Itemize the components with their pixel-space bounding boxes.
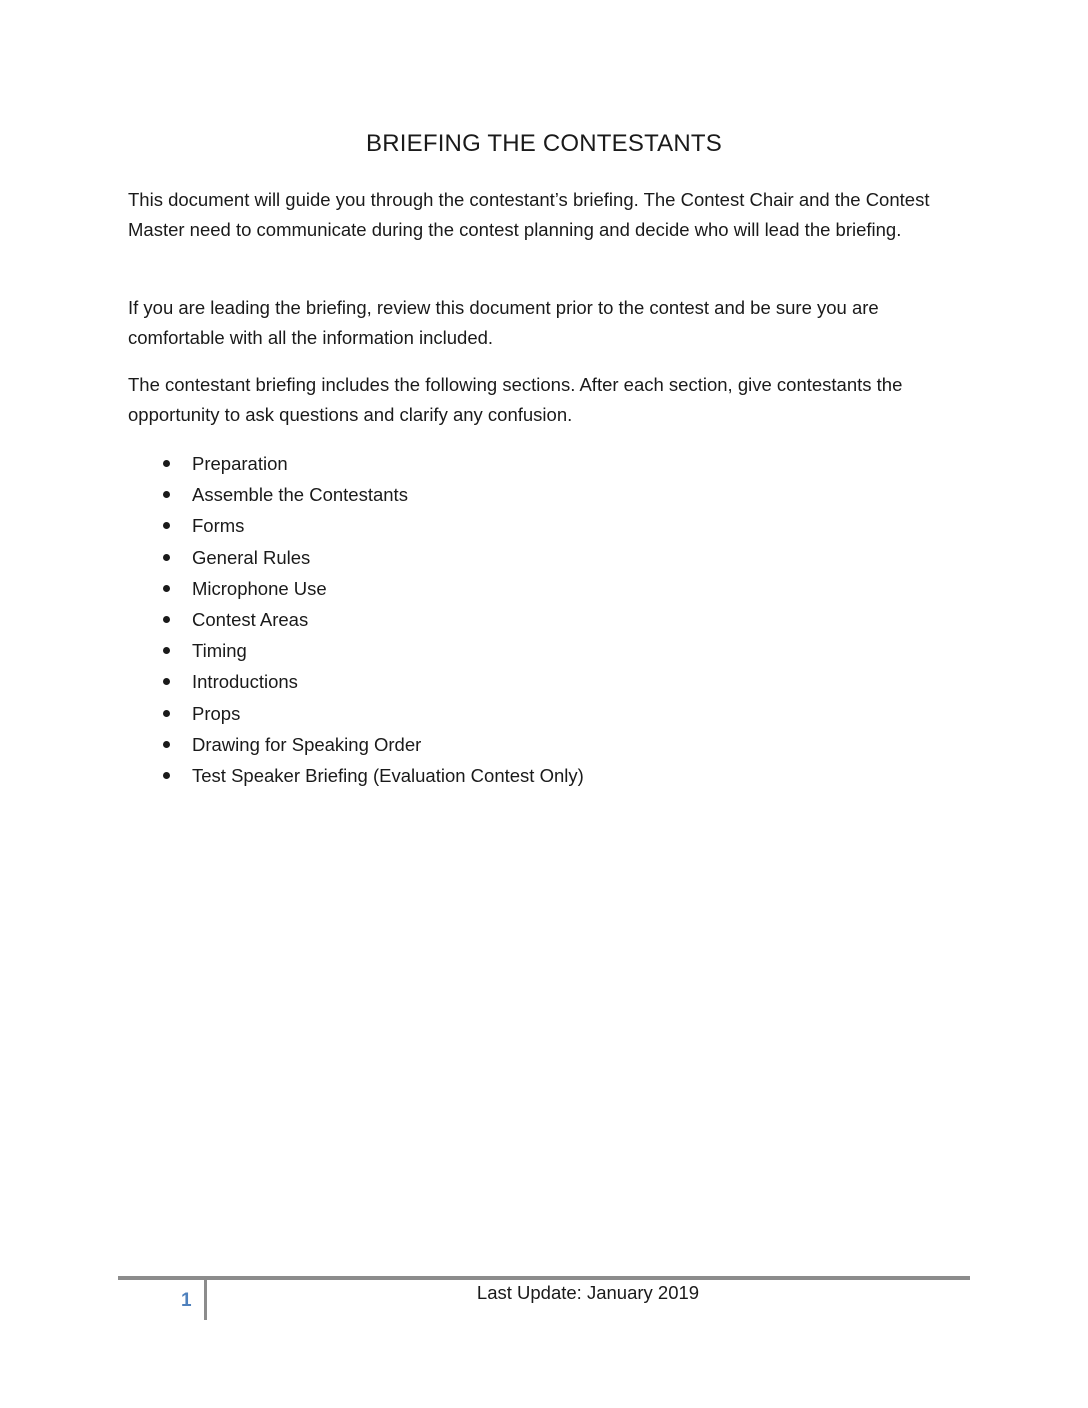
footer-vertical-divider xyxy=(204,1278,207,1320)
list-item-label: Props xyxy=(192,702,241,724)
list-item xyxy=(128,760,584,791)
list-item xyxy=(128,729,584,760)
last-update-text: Last Update: January 2019 xyxy=(476,1282,700,1303)
list-item xyxy=(128,698,584,729)
list-item-label: Drawing for Speaking Order xyxy=(192,733,422,755)
list-item-label: General Rules xyxy=(192,546,311,568)
bullet-icon xyxy=(163,554,170,561)
bullet-icon xyxy=(163,491,170,498)
sections-paragraph: The contestant briefing includes the following sections. After each section, give contestants the opportunity to ask questions and clarify any confusion. xyxy=(128,374,903,425)
bullet-icon xyxy=(163,647,170,654)
list-item xyxy=(128,542,584,573)
bullet-icon xyxy=(163,522,170,529)
list-item xyxy=(128,635,584,666)
list-item-label: Assemble the Contestants xyxy=(192,484,408,506)
list-item xyxy=(128,448,584,479)
bullet-icon xyxy=(163,616,170,623)
footer-divider xyxy=(118,1276,970,1280)
list-item xyxy=(128,479,584,510)
bullet-icon xyxy=(163,678,170,685)
review-paragraph: If you are leading the briefing, review this document prior to the contest and be sure you are comfortable with all the information included. xyxy=(128,297,879,348)
list-item-label: Preparation xyxy=(192,453,288,474)
list-item xyxy=(128,666,584,697)
list-item-label: Timing xyxy=(192,640,247,662)
list-item-label: Introductions xyxy=(192,671,298,693)
bullet-icon xyxy=(163,585,170,592)
list-item-label: Contest Areas xyxy=(192,608,309,630)
list-item xyxy=(128,604,584,635)
list-item-label: Microphone Use xyxy=(192,577,327,599)
bullet-icon xyxy=(163,772,170,779)
list-item-label: Test Speaker Briefing (Evaluation Contest Only) xyxy=(192,764,584,786)
list-item-label: Forms xyxy=(192,515,245,537)
intro-paragraph: This document will guide you through the contestant’s briefing. The Contest Chair and the Contest Master need to communicate during the contest planning and decide who will lead the briefing. xyxy=(128,189,930,240)
bullet-icon xyxy=(163,741,170,748)
bullet-icon xyxy=(163,710,170,717)
sections-list xyxy=(128,448,584,791)
list-item xyxy=(128,510,584,541)
list-item xyxy=(128,573,584,604)
bullet-icon xyxy=(163,460,170,467)
page-number: 1 xyxy=(181,1290,192,1311)
page-title: BRIEFING THE CONTESTANTS xyxy=(366,130,722,157)
